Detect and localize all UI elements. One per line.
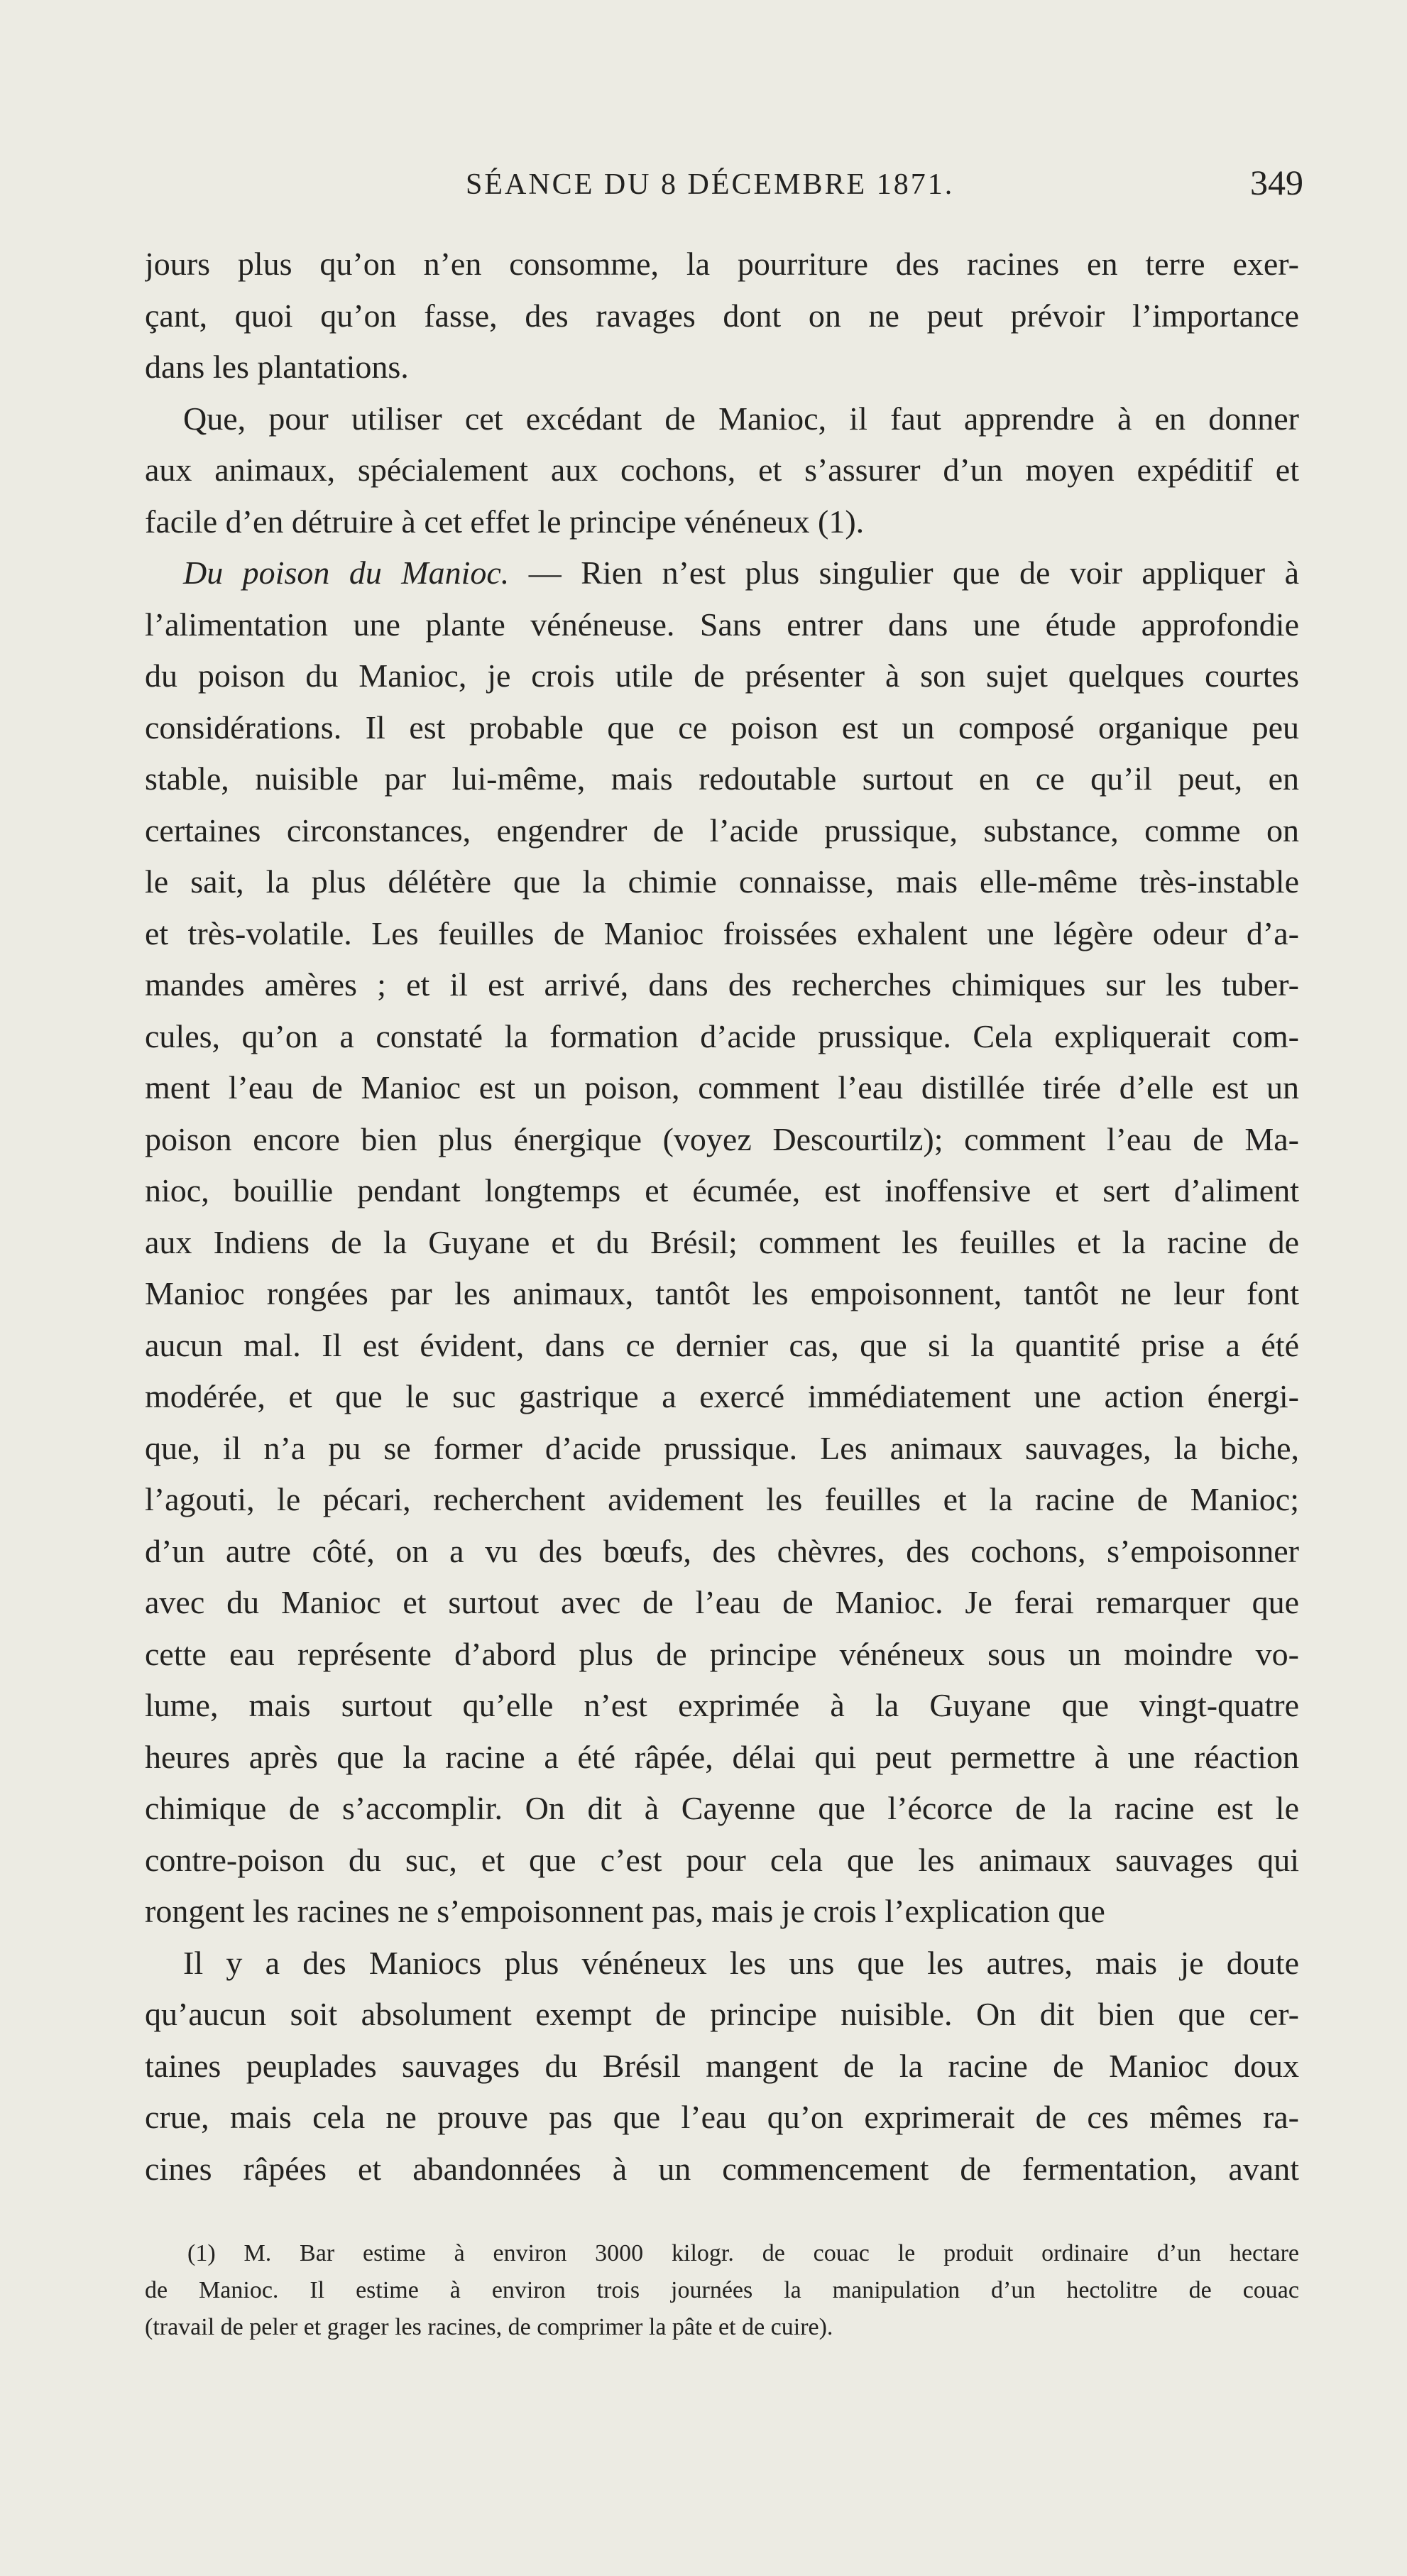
body-text <box>145 239 1299 2195</box>
paragraph <box>145 393 1299 548</box>
text-line: heures après que la racine a été râpée, délai qui peut permettre à une réaction <box>145 1738 1299 1775</box>
text-line: aux Indiens de la Guyane et du Brésil; comment les feuilles et la racine de <box>145 1223 1299 1260</box>
footnote-line: de Manioc. Il estime à environ trois journées la manipulation d’un hectolitre de couac <box>145 2277 1299 2303</box>
text-line: considérations. Il est probable que ce poison est un composé organique peu <box>145 709 1299 746</box>
text-line: modérée, et que le suc gastrique a exercé immédiatement une action énergi- <box>145 1378 1299 1414</box>
text-line: Il y a des Maniocs plus vénéneux les uns que les autres, mais je doute <box>183 1944 1299 1981</box>
text-line: d’un autre côté, on a vu des bœufs, des chèvres, des cochons, s’empoisonner <box>145 1532 1299 1569</box>
paragraph <box>145 239 1299 393</box>
text-line: çant, quoi qu’on fasse, des ravages dont on ne peut prévoir l’importance <box>145 297 1299 334</box>
text-line: facile d’en détruire à cet effet le principe vénéneux (1). <box>145 503 865 540</box>
text-line <box>145 547 1299 599</box>
text-line: dans les plantations. <box>145 349 409 385</box>
page-number: 349 <box>1250 163 1303 202</box>
text-line: stable, nuisible par lui-même, mais redoutable surtout en ce qu’il peut, en <box>145 760 1299 797</box>
text-line: Manioc rongées par les animaux, tantôt les empoisonnent, tantôt ne leur font <box>145 1275 1299 1311</box>
text-line: du poison du Manioc, je crois utile de présenter à son sujet quelques courtes <box>145 657 1299 694</box>
page-header <box>139 162 1303 219</box>
text-line: aucun mal. Il est évident, dans ce dernier cas, que si la quantité prise a été <box>145 1326 1299 1363</box>
text-line: l’agouti, le pécari, recherchent avidement les feuilles et la racine de Manioc; <box>145 1481 1299 1517</box>
text-line: jours plus qu’on n’en consomme, la pourriture des racines en terre exer- <box>145 246 1299 282</box>
text-line: mandes amères ; et il est arrivé, dans des recherches chimiques sur les tuber- <box>145 966 1299 1003</box>
text-line: Que, pour utiliser cet excédant de Manioc, il faut apprendre à en donner <box>183 400 1299 437</box>
text-line: poison encore bien plus énergique (voyez Descourtilz); comment l’eau de Ma- <box>145 1120 1299 1157</box>
text-line: le sait, la plus délétère que la chimie connaisse, mais elle-même très-instable <box>145 863 1299 900</box>
running-head: SÉANCE DU 8 DÉCEMBRE 1871. <box>466 168 955 201</box>
text-line: avec du Manioc et surtout avec de l’eau de Manioc. Je ferai remarquer que <box>145 1584 1299 1620</box>
footnote-line: (1) M. Bar estime à environ 3000 kilogr. de couac le produit ordinaire d’un hectare <box>187 2240 1299 2266</box>
text-line: et très-volatile. Les feuilles de Manioc froissées exhalent une légère odeur d’a- <box>145 915 1299 951</box>
text-line: crue, mais cela ne prouve pas que l’eau qu’on exprimerait de ces mêmes ra- <box>145 2099 1299 2135</box>
text-line: chimique de s’accomplir. On dit à Cayenne que l’écorce de la racine est le <box>145 1790 1299 1826</box>
text-line: cette eau représente d’abord plus de principe vénéneux sous un moindre vo- <box>145 1635 1299 1672</box>
text-line: cules, qu’on a constaté la formation d’acide prussique. Cela expliquerait com- <box>145 1017 1299 1054</box>
footnotes <box>145 2235 1299 2346</box>
text-line: taines peuplades sauvages du Brésil mangent de la racine de Manioc doux <box>145 2047 1299 2084</box>
section-title: Du poison du Manioc. <box>183 555 510 591</box>
text-line: nioc, bouillie pendant longtemps et écumée, est inoffensive et sert d’aliment <box>145 1172 1299 1208</box>
text-line: aux animaux, spécialement aux cochons, et s’assurer d’un moyen expéditif et <box>145 452 1299 488</box>
text-line: cines râpées et abandonnées à un commencement de fermentation, avant <box>145 2150 1299 2187</box>
text-line: l’alimentation une plante vénéneuse. Sans entrer dans une étude approfondie <box>145 606 1299 643</box>
footnote-line: (travail de peler et grager les racines, de comprimer la pâte et de cuire). <box>145 2314 833 2340</box>
text-line: ment l’eau de Manioc est un poison, comment l’eau distillée tirée d’elle est un <box>145 1069 1299 1106</box>
text-line: qu’aucun soit absolument exempt de principe nuisible. On dit bien que cer- <box>145 1996 1299 2032</box>
paragraph <box>145 1938 1299 2195</box>
text-run: — Rien n’est plus singulier que de voir appliquer à <box>509 555 1299 591</box>
text-line: lume, mais surtout qu’elle n’est exprimée à la Guyane que vingt-quatre <box>145 1687 1299 1723</box>
text-line: contre-poison du suc, et que c’est pour cela que les animaux sauvages qui <box>145 1841 1299 1878</box>
text-line: rongent les racines ne s’empoisonnent pas, mais je crois l’explication que <box>145 1893 1105 1929</box>
text-line: certaines circonstances, engendrer de l’acide prussique, substance, comme on <box>145 812 1299 848</box>
paragraph <box>145 547 1299 1938</box>
text-line: que, il n’a pu se former d’acide prussique. Les animaux sauvages, la biche, <box>145 1429 1299 1466</box>
